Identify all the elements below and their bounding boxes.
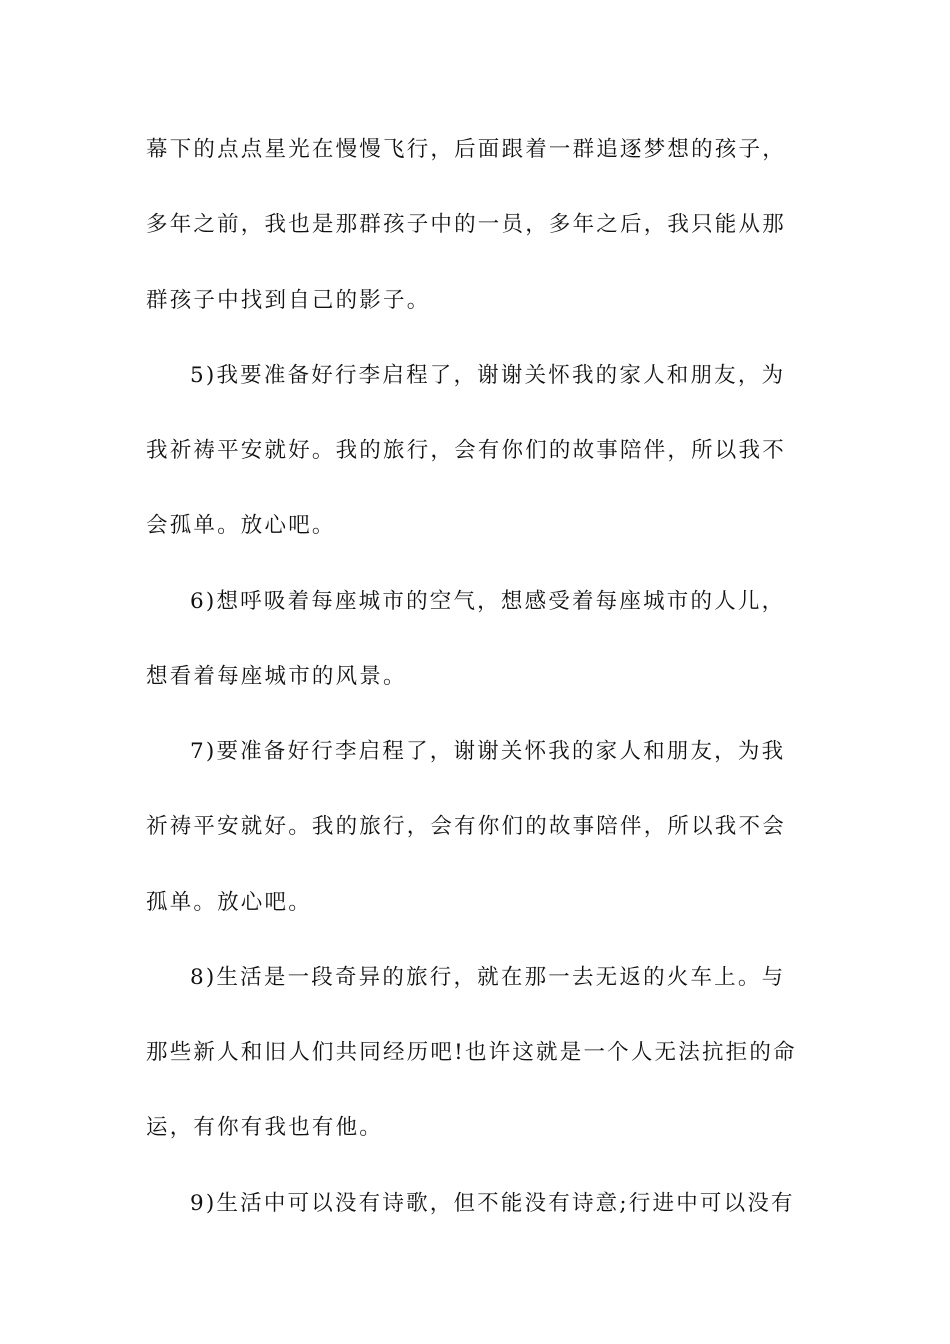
text-line: 祈祷平安就好。我的旅行，会有你们的故事陪伴，所以我不会: [146, 814, 786, 839]
paragraph-5-start: 5)我要准备好行李启程了，谢谢关怀我的家人和朋友，为: [190, 363, 786, 388]
text-line: 想看着每座城市的风景。: [146, 664, 407, 689]
text-line: 孤单。放心吧。: [146, 890, 312, 915]
text-line: 会孤单。放心吧。: [146, 513, 336, 538]
text-line: 我祈祷平安就好。我的旅行，会有你们的故事陪伴，所以我不: [146, 438, 786, 463]
paragraph-8-start: 8)生活是一段奇异的旅行，就在那一去无返的火车上。与: [190, 965, 786, 990]
paragraph-7-start: 7)要准备好行李启程了，谢谢关怀我的家人和朋友，为我: [190, 739, 786, 764]
paragraph-9-start: 9)生活中可以没有诗歌，但不能没有诗意;行进中可以没有: [190, 1191, 795, 1216]
paragraph-6-start: 6)想呼吸着每座城市的空气，想感受着每座城市的人儿，: [190, 589, 786, 614]
text-line: 运，有你有我也有他。: [146, 1115, 384, 1140]
text-line: 多年之前，我也是那群孩子中的一员，多年之后，我只能从那: [146, 212, 786, 237]
text-line: 那些新人和旧人们共同经历吧!也许这就是一个人无法抗拒的命: [146, 1040, 797, 1065]
text-line: 群孩子中找到自己的影子。: [146, 288, 431, 313]
text-line: 幕下的点点星光在慢慢飞行，后面跟着一群追逐梦想的孩子，: [146, 137, 786, 162]
